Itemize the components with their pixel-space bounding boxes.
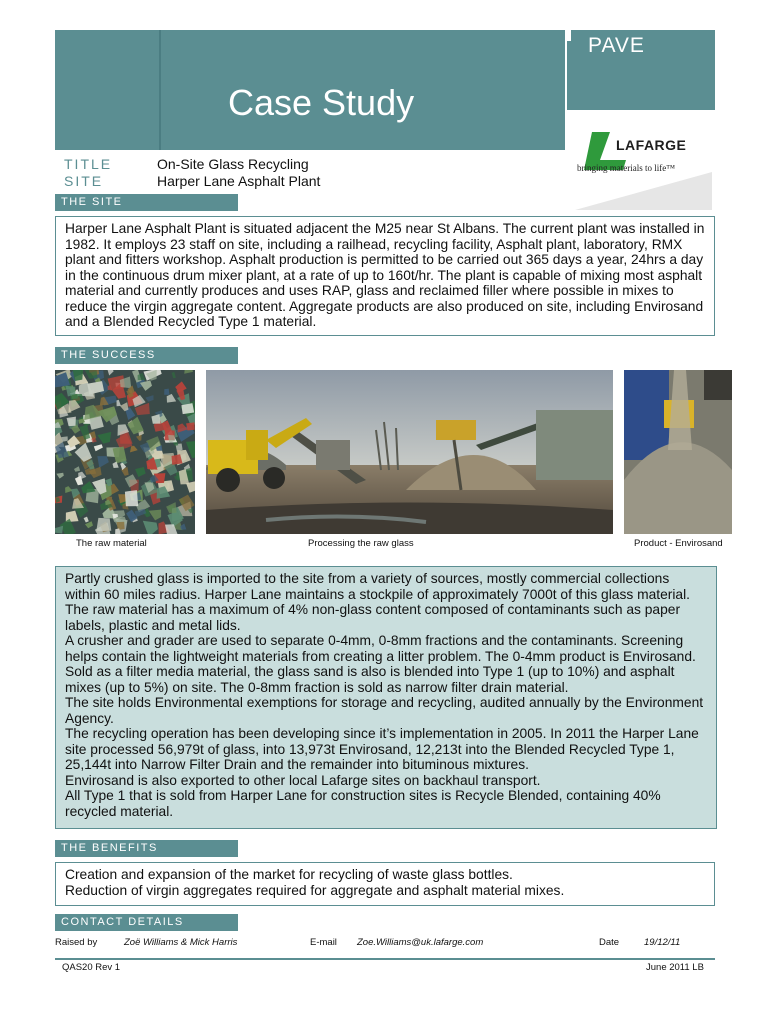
header-notch (567, 30, 571, 41)
section-heading-the-site: THE SITE (55, 194, 238, 211)
lafarge-logo-mark-icon (570, 114, 712, 210)
the-site-text: Harper Lane Asphalt Plant is situated adjacent the M25 near St Albans. The current plant was installed in 1982. It employs 23 staff on site, including a railhead, recycling facility, Asphalt plant, laboratory, RMX plant and fitters workshop. Asphalt production is permitted to be carried out 365 days a year, 24hrs a day in the continuous drum mixer plant, at a rate of up to 160t/hr. The plant is capable of mixing most asphalt material and currently produces and uses RAP, glass and reclaimed filler where possible in mixes to reduce the virgin aggregate content. Aggregate products are also produced on site, including Envirosand and a Blended Recycled Type 1 material. (65, 221, 705, 329)
processing-photo (206, 370, 613, 534)
envirosand-photo (624, 370, 732, 534)
the-success-box (55, 566, 717, 829)
footer-date: June 2011 LB (646, 962, 704, 973)
lafarge-wordmark: LAFARGE (616, 137, 687, 153)
section-heading-contact-details: CONTACT DETAILS (55, 914, 238, 931)
lafarge-tagline: bringing materials to life™ (577, 163, 676, 173)
date-label: Date (599, 937, 620, 948)
email-link[interactable]: Zoe.Williams@uk.lafarge.com (357, 937, 484, 948)
success-paragraph: A crusher and grader are used to separate 0-4mm, 0-8mm fractions and the contaminants. Screening helps contain the lightweight materials from creating a litter problem. The 0-4mm product is Envirosand. Sold as a filter media material, the glass sand is also is blended into Type 1 (up to 10%) and asphalt mixes (up to 5%) on site. The 0-8mm fraction is sold as narrow filter drain material. (65, 633, 696, 695)
email-label: E-mail (310, 937, 337, 948)
lafarge-logo (570, 114, 712, 210)
benefit-line: Creation and expansion of the market for recycling of waste glass bottles. (65, 867, 513, 882)
title-label: TITLE (64, 156, 113, 172)
success-paragraph: Partly crushed glass is imported to the site from a variety of sources, mostly commercial collections within 60 miles radius. Harper Lane maintains a stockpile of approximately 7000t of this glass material. The raw material has a maximum of 4% non-glass content composed of contaminants such as paper labels, plastic and metal lids. (65, 571, 690, 633)
header-left-panel (55, 30, 159, 150)
section-heading-the-success: THE SUCCESS (55, 347, 238, 364)
footer-divider (55, 958, 715, 960)
raw-material-photo (55, 370, 195, 534)
the-site-box (55, 216, 715, 336)
benefit-line: Reduction of virgin aggregates required for aggregate and asphalt material mixes. (65, 882, 565, 898)
success-paragraph: All Type 1 that is sold from Harper Lane for construction sites is Recycle Blended, containing 40% recycled material. (65, 788, 661, 819)
raised-by-value: Zoë Williams & Mick Harris (124, 937, 238, 948)
caption-processing: Processing the raw glass (308, 538, 414, 549)
doc-reference: QAS20 Rev 1 (62, 962, 121, 973)
caption-raw-material: The raw material (76, 538, 147, 549)
success-paragraph: Envirosand is also exported to other local Lafarge sites on backhaul transport. (65, 772, 541, 788)
the-benefits-box (55, 862, 715, 906)
pave-label: PAVE (588, 34, 645, 57)
page-title: Case Study (228, 82, 415, 123)
title-value: On-Site Glass Recycling (157, 156, 309, 172)
raised-by-label: Raised by (55, 937, 98, 948)
caption-envirosand: Product - Envirosand (634, 538, 723, 549)
site-label: SITE (64, 173, 104, 189)
success-paragraph: The site holds Environmental exemptions for storage and recycling, audited annually by the Environment Agency. (65, 695, 704, 726)
success-paragraph: The recycling operation has been developing since it’s implementation in 2005. In 2011 the Harper Lane site processed 56,979t of glass, into 13,973t Envirosand, 12,213t into the Blended Recycled Type 1, 25,144t into Narrow Filter Drain and the remainder into bituminous mixtures. (65, 726, 699, 772)
section-heading-the-benefits: THE BENEFITS (55, 840, 238, 857)
date-value: 19/12/11 (644, 937, 681, 948)
site-value: Harper Lane Asphalt Plant (157, 173, 321, 189)
